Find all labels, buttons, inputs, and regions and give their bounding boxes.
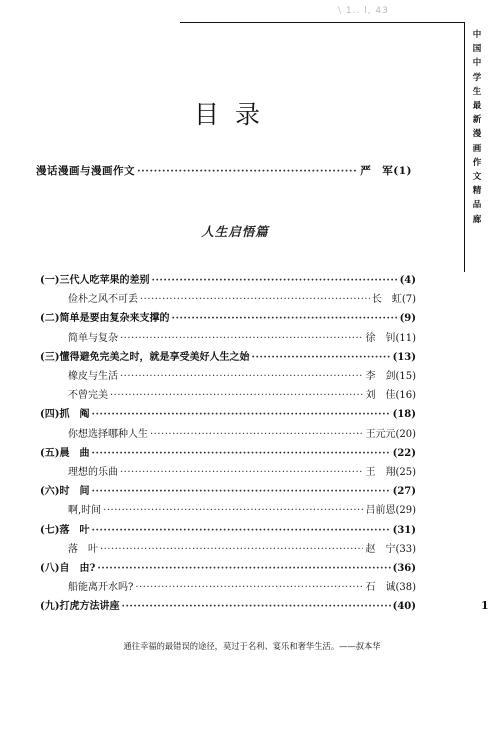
dot-leader	[150, 429, 363, 440]
toc-chapter-entry[interactable]	[40, 405, 416, 420]
toc-article-entry[interactable]	[68, 540, 416, 555]
toc-article-entry[interactable]	[68, 425, 416, 440]
toc-entry-title: 橡皮与生活	[68, 371, 118, 382]
toc-entry-title: (二)简单是要由复杂来支撑的	[40, 313, 170, 325]
toc-entry-author: 王元元	[365, 428, 396, 440]
toc-entry-page: (4)	[399, 275, 416, 286]
dot-leader	[121, 601, 390, 612]
toc-chapter-entry[interactable]	[40, 348, 416, 363]
toc-entry-title: 船能离开水吗?	[68, 582, 134, 594]
section-title: 人生启悟篇	[201, 224, 269, 239]
toc-article-entry[interactable]	[68, 290, 416, 305]
dot-leader	[103, 505, 363, 516]
toc-entry-page: (16)	[395, 390, 416, 402]
toc-article-entry[interactable]	[68, 463, 416, 478]
dot-leader	[171, 313, 397, 324]
toc-chapter-entry[interactable]	[40, 309, 416, 324]
toc-article-entry[interactable]	[68, 367, 416, 382]
toc-article-entry[interactable]	[68, 578, 416, 593]
toc-chapter-entry[interactable]	[40, 482, 416, 497]
toc-entry-author: 赵 宁	[365, 543, 396, 555]
toc-entry-page: (7)	[401, 294, 416, 306]
toc-entry-page: (27)	[392, 486, 416, 498]
toc-article-entry[interactable]	[68, 329, 416, 344]
toc-entry-title: (八)自 由?	[40, 563, 96, 574]
dot-leader	[91, 409, 390, 420]
toc-entry-page: (31)	[392, 524, 416, 536]
toc-entry-title: (七)落 叶	[40, 524, 90, 536]
toc-entry-author: 石 诚	[365, 582, 396, 594]
toc-entry-page: (13)	[392, 351, 416, 363]
toc-entry-title: (四)抓 阄	[40, 409, 90, 421]
dot-leader	[91, 448, 390, 459]
toc-entry-title: (六)时 间	[40, 486, 90, 498]
toc-entry-title: 漫话漫画与漫画作文	[36, 165, 135, 177]
dot-leader	[251, 352, 390, 363]
toc-entry-author: 李 剑	[365, 371, 396, 382]
toc-article-entry[interactable]	[68, 386, 416, 401]
toc-entry-page: (1)	[393, 165, 412, 177]
toc-chapter-entry[interactable]	[40, 559, 416, 574]
toc-chapter-entry[interactable]	[40, 271, 416, 286]
toc-entry-title: (一)三代人吃苹果的差别	[40, 275, 150, 286]
top-rule	[180, 22, 464, 23]
toc-entry-author: 王 翔	[365, 467, 396, 478]
dot-leader	[135, 582, 363, 593]
toc-entry-title: 简单与复杂	[68, 332, 118, 344]
dot-leader	[120, 333, 363, 344]
toc-entry-title: 啊,时间	[68, 505, 102, 517]
dot-leader	[140, 294, 370, 305]
side-series-title: 中国中学生最新漫画作文精品廊	[472, 30, 482, 225]
dot-leader	[120, 371, 363, 382]
dot-leader	[100, 544, 363, 555]
dot-leader	[137, 165, 358, 177]
toc-entry-title: (九)打虎方法讲座	[40, 601, 120, 613]
toc-entry-page: (25)	[395, 467, 416, 478]
page-number: 1	[481, 599, 489, 612]
toc-entry-title: 理想的乐曲	[68, 467, 118, 478]
toc-chapter-entry[interactable]	[40, 597, 416, 612]
toc-entry-page: (29)	[395, 505, 416, 517]
toc-entry-title: 不曾完美	[68, 390, 108, 402]
toc-entry-page: (18)	[392, 409, 416, 421]
toc-entry-page: (9)	[399, 313, 416, 325]
dot-leader	[91, 486, 390, 497]
toc-entry-page: (38)	[395, 582, 416, 594]
toc-entry-page: (11)	[395, 332, 416, 344]
toc-entry-page: (15)	[395, 371, 416, 382]
toc-entry-title: (五)晨 曲	[40, 447, 90, 459]
toc-entry-page: (33)	[395, 543, 416, 555]
dot-leader	[97, 563, 390, 574]
toc-entry-page: (40)	[392, 601, 416, 613]
toc-entry-author: 严 军	[360, 165, 394, 177]
toc-entry-title: (三)懂得避免完美之时，就是享受美好人生之始	[40, 351, 250, 363]
toc-chapter-entry[interactable]	[40, 444, 416, 459]
toc-entry-page: (20)	[395, 428, 416, 440]
dot-leader	[120, 467, 363, 478]
toc-entry-author: 长 虹	[371, 294, 402, 306]
toc-entry-author: 刘 佳	[365, 390, 396, 402]
toc-entry-title: 你想选择哪种人生	[68, 428, 148, 440]
toc-entry-author: 吕前恩	[365, 505, 396, 517]
toc-entry-page: (22)	[392, 447, 416, 459]
toc-entry-author: 徐 钊	[365, 332, 396, 344]
dot-leader	[110, 390, 363, 401]
dot-leader	[91, 525, 390, 536]
faint-header-text: \ 1.. l, 43	[338, 6, 389, 16]
toc-entry-title: 落 叶	[68, 543, 98, 555]
toc-chapter-entry[interactable]	[40, 521, 416, 536]
toc-lead-entry[interactable]	[36, 163, 412, 178]
page-title: 目录	[193, 100, 276, 129]
toc-entry-page: (36)	[392, 563, 416, 574]
toc-article-entry[interactable]	[68, 501, 416, 516]
footer-quote: 通往幸福的最错误的途径，莫过于名利、宴乐和奢华生活。——叔本华	[123, 641, 381, 651]
toc-entry-title: 俭朴之风不可丢	[68, 294, 138, 306]
dot-leader	[151, 275, 397, 286]
